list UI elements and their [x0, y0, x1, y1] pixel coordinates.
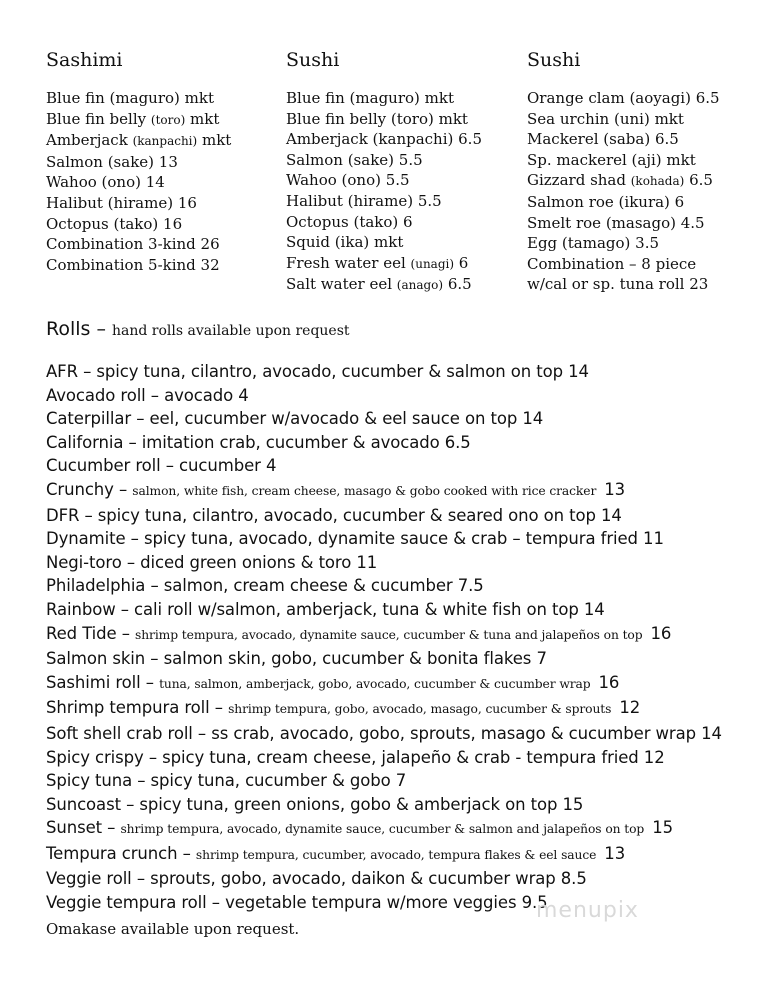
roll-name: Tempura crunch – — [46, 843, 196, 863]
menu-item — [46, 234, 282, 255]
menu-item-japanese: (anago) — [396, 278, 444, 293]
menu-item — [286, 232, 522, 253]
menu-item-name: Blue fin (maguro) mkt — [46, 89, 215, 107]
menu-item-price: 6.5 — [443, 275, 472, 294]
menu-item — [527, 192, 763, 213]
menu-item-name: Smelt roe (masago) 4.5 — [527, 213, 705, 232]
watermark-logo: menupix — [536, 898, 639, 923]
menu-item-price: 6.5 — [684, 171, 713, 190]
menu-item-name: Mackerel (saba) 6.5 — [527, 130, 679, 149]
menu-item-name: Salmon roe (ikura) 6 — [527, 192, 685, 211]
sushi-heading-2: Sushi — [527, 49, 581, 71]
menu-item — [286, 129, 522, 150]
menu-item-price: 6 — [454, 253, 469, 272]
roll-name: Red Tide – — [46, 623, 136, 643]
menu-item — [286, 274, 522, 296]
menu-item-japanese: (kanpachi) — [132, 134, 198, 149]
menu-item — [286, 170, 522, 191]
sashimi-list — [46, 88, 282, 275]
rolls-note: hand rolls available upon request — [112, 323, 350, 339]
roll-name: AFR – spicy tuna, cilantro, avocado, cucumber & salmon on top 14 — [46, 362, 589, 381]
menu-item-name: Amberjack (kanpachi) 6.5 — [286, 130, 482, 149]
menu-item-name: Orange clam (aoyagi) 6.5 — [527, 89, 720, 107]
roll-name: Crunchy – — [46, 479, 133, 499]
menu-item — [46, 193, 282, 214]
menu-item — [527, 170, 763, 192]
menu-item-name: Blue fin belly — [46, 109, 151, 128]
roll-item — [46, 478, 746, 504]
roll-item — [46, 867, 746, 891]
roll-name: Cucumber roll – cucumber 4 — [46, 456, 277, 476]
roll-name: Sashimi roll – — [46, 672, 160, 692]
menu-item-name: Blue fin (maguro) mkt — [286, 89, 455, 107]
menu-item-name: Octopus (tako) 16 — [46, 214, 183, 233]
roll-name: Caterpillar – eel, cucumber w/avocado & eel sauce on top 14 — [46, 409, 544, 429]
menu-item — [527, 213, 763, 234]
menu-item — [527, 88, 763, 109]
menu-item-name: Sp. mackerel (aji) mkt — [527, 150, 696, 169]
menu-item-name: Amberjack — [46, 131, 133, 150]
roll-item — [46, 622, 746, 648]
roll-item — [46, 454, 746, 478]
menu-item-name: Combination 5-kind 32 — [46, 255, 220, 274]
roll-name: Negi-toro – diced green onions & toro 11 — [46, 552, 378, 572]
roll-item — [46, 384, 746, 408]
menu-item-name: Blue fin belly (toro) mkt — [286, 109, 468, 128]
roll-name: Philadelphia – salmon, cream cheese & cucumber 7.5 — [46, 576, 484, 596]
roll-description: shrimp tempura, gobo, avocado, masago, cucumber & sprouts — [228, 702, 612, 717]
roll-item — [46, 842, 746, 868]
roll-item — [46, 527, 746, 551]
sushi-section-1 — [286, 48, 522, 296]
menu-item — [286, 88, 522, 109]
menu-item-price: mkt — [197, 131, 232, 150]
roll-item — [46, 769, 746, 793]
menu-item — [286, 212, 522, 233]
roll-name: California – imitation crab, cucumber & avocado 6.5 — [46, 432, 471, 452]
menu-item — [46, 172, 282, 193]
menu-item-name: Halibut (hirame) 5.5 — [286, 191, 442, 210]
roll-name: Spicy tuna – spicy tuna, cucumber & gobo 7 — [46, 771, 407, 791]
rolls-heading: Rolls – — [46, 318, 113, 340]
sushi-section-2 — [527, 48, 763, 295]
menu-item-japanese: (toro) — [150, 112, 186, 127]
roll-item — [46, 598, 746, 622]
roll-item — [46, 722, 746, 746]
roll-item — [46, 431, 746, 455]
menu-item-name: Squid (ika) mkt — [286, 233, 404, 252]
menu-item-japanese: (kohada) — [630, 174, 685, 189]
sushi-list-1 — [286, 88, 522, 296]
menu-item — [286, 109, 522, 130]
menu-item — [46, 130, 282, 152]
roll-item — [46, 647, 746, 671]
roll-description: shrimp tempura, cucumber, avocado, tempura flakes & eel sauce — [195, 847, 597, 862]
roll-name: Veggie tempura roll – vegetable tempura w/more veggies 9.5 — [46, 893, 548, 913]
roll-name: Veggie roll – sprouts, gobo, avocado, daikon & cucumber wrap 8.5 — [46, 869, 587, 889]
sushi-heading-1: Sushi — [286, 49, 340, 71]
roll-price: 16 — [650, 623, 672, 643]
menu-item-name: Combination 3-kind 26 — [46, 235, 220, 254]
roll-description: tuna, salmon, amberjack, gobo, avocado, cucumber & cucumber wrap — [159, 676, 591, 691]
menu-item-name: Gizzard shad — [527, 171, 631, 190]
menu-item — [46, 88, 282, 109]
rolls-list — [46, 360, 746, 915]
roll-name: DFR – spicy tuna, cilantro, avocado, cucumber & seared ono on top 14 — [46, 505, 622, 525]
menu-item-name: Salmon (sake) 13 — [46, 152, 178, 171]
menu-item-name: Fresh water eel — [286, 253, 411, 272]
sashimi-section — [46, 48, 282, 275]
menu-item — [286, 253, 522, 275]
menu-item-name: Egg (tamago) 3.5 — [527, 234, 660, 253]
menu-item — [46, 109, 282, 131]
roll-item — [46, 671, 746, 697]
menu-item-price: mkt — [185, 109, 220, 128]
menu-item — [46, 152, 282, 173]
roll-name: Shrimp tempura roll – — [46, 698, 229, 718]
menu-item-name: Combination – 8 piece — [527, 254, 697, 273]
roll-item — [46, 574, 746, 598]
menu-item — [527, 254, 763, 275]
menu-item — [46, 255, 282, 276]
roll-price: 16 — [598, 672, 620, 692]
menu-item — [46, 214, 282, 235]
menu-item-name: Sea urchin (uni) mkt — [527, 109, 684, 128]
roll-description: salmon, white fish, cream cheese, masago & gobo cooked with rice cracker — [132, 483, 597, 498]
roll-name: Dynamite – spicy tuna, avocado, dynamite sauce & crab – tempura fried 11 — [46, 529, 664, 549]
omakase-note: Omakase available upon request. — [46, 920, 300, 938]
sashimi-heading: Sashimi — [46, 49, 123, 71]
roll-price: 13 — [604, 843, 626, 863]
roll-description: shrimp tempura, avocado, dynamite sauce, cucumber & salmon and jalapeños on top — [120, 822, 645, 837]
roll-item — [46, 551, 746, 575]
menu-item-name: w/cal or sp. tuna roll 23 — [527, 275, 709, 294]
roll-price: 15 — [652, 818, 673, 838]
menu-item-name: Halibut (hirame) 16 — [46, 193, 197, 212]
roll-item — [46, 793, 746, 817]
menu-item — [286, 150, 522, 171]
roll-item — [46, 696, 746, 722]
menu-item-name: Salt water eel — [286, 275, 397, 294]
roll-name: Suncoast – spicy tuna, green onions, gobo & amberjack on top 15 — [46, 794, 584, 814]
roll-item — [46, 746, 746, 770]
roll-price: 12 — [619, 698, 641, 718]
menu-item — [527, 150, 763, 171]
roll-name: Salmon skin – salmon skin, gobo, cucumber & bonita flakes 7 — [46, 649, 547, 669]
roll-name: Spicy crispy – spicy tuna, cream cheese, jalapeño & crab - tempura fried 12 — [46, 747, 665, 767]
roll-name: Rainbow – cali roll w/salmon, amberjack, tuna & white fish on top 14 — [46, 599, 605, 619]
rolls-header — [46, 318, 350, 340]
menu-item-name: Wahoo (ono) 5.5 — [286, 171, 410, 190]
roll-name: Soft shell crab roll – ss crab, avocado, gobo, sprouts, masago & cucumber wrap 14 — [46, 723, 722, 743]
roll-name: Avocado roll – avocado 4 — [46, 385, 249, 405]
menu-item — [286, 191, 522, 212]
roll-item — [46, 360, 746, 384]
menu-item — [527, 233, 763, 254]
roll-item — [46, 816, 746, 842]
sushi-list-2 — [527, 88, 763, 295]
roll-price: 13 — [604, 479, 626, 499]
roll-item — [46, 891, 746, 915]
roll-item — [46, 504, 746, 528]
menu-item-name: Salmon (sake) 5.5 — [286, 150, 423, 169]
menu-item — [527, 274, 763, 295]
roll-description: shrimp tempura, avocado, dynamite sauce, cucumber & tuna and jalapeños on top — [135, 627, 643, 642]
menu-item — [527, 129, 763, 150]
menu-item-japanese: (unagi) — [410, 256, 455, 271]
menu-item-name: Wahoo (ono) 14 — [46, 173, 165, 192]
menu-item — [527, 109, 763, 130]
roll-item — [46, 407, 746, 431]
roll-name: Sunset – — [46, 818, 121, 838]
menu-item-name: Octopus (tako) 6 — [286, 212, 413, 231]
